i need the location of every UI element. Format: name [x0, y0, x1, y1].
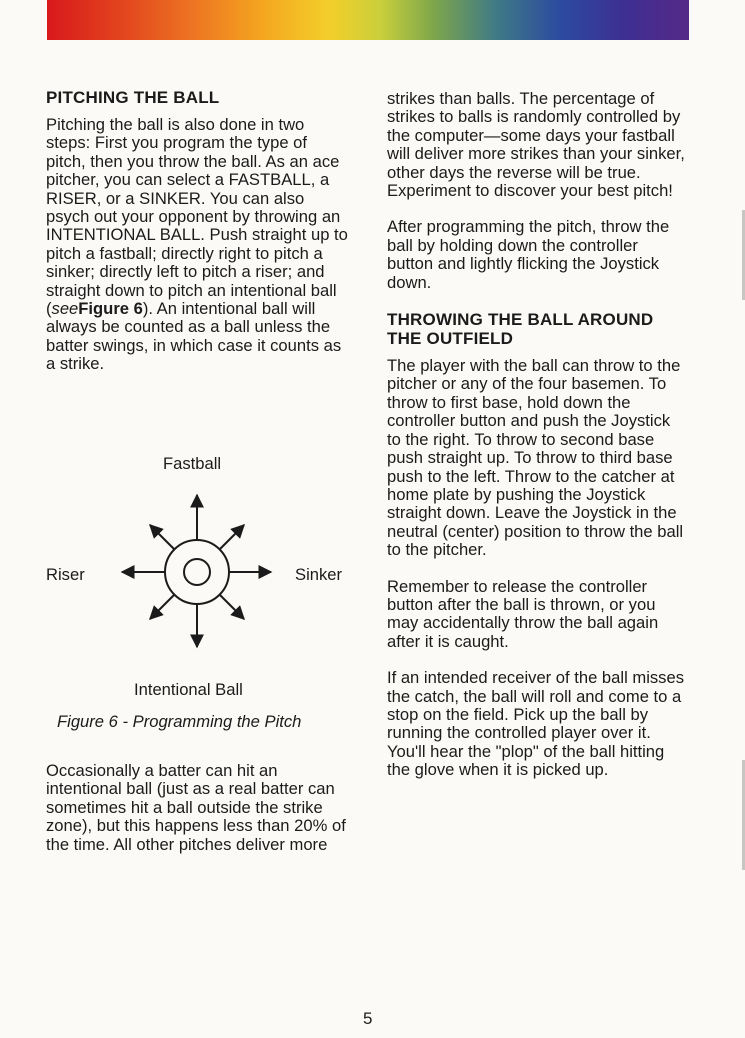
label-fastball: Fastball [163, 454, 222, 473]
heading-throwing: THROWING THE BALL AROUND THE OUTFIELD [387, 310, 654, 349]
figure-caption: Figure 6 - Programming the Pitch [57, 712, 302, 731]
right-column [387, 90, 687, 780]
programming-paragraph: After programming the pitch, throw the ball by holding down the controller button and lightly flicking the Joystick down. [387, 217, 670, 292]
label-intentional-ball: Intentional Ball [134, 680, 243, 699]
page-number: 5 [363, 1009, 373, 1028]
joystick-inner-ring [184, 559, 210, 585]
throwing-paragraph: The player with the ball can throw to the pitcher or any of the four basemen. To throw to first base, hold down the controller button and push the Joystick to the right. To throw to second base push straight up. To throw to third base push to the left. Throw to the catcher at home plate by pushing the Joystick straight down. Leave the Joystick in the neutral (center) position to throw the ball to the pitcher. [387, 356, 684, 560]
arrow-down-right [220, 595, 244, 619]
see-text: see [51, 299, 79, 319]
receiver-paragraph: If an intended receiver of the ball misses the catch, the ball will roll and come to a stop on the field. Pick up the ball by running the controlled player over it. You'll hear the "plop" of the ball hitting the glove when it is picked up. [387, 668, 685, 780]
pitching-text: Pitching the ball is also done in two steps: First you program the type of pitch, then you throw the ball. As an ace pitcher, you can select a FASTBALL, a RISER, or a SINKER. You can also psych out your opponent by throwing an INTENTIONAL BALL. Push straight up to pitch a fastball; directly right to pitch a sinker; directly left to pitch a riser; and straight down to pitch an intentional ball ( [46, 115, 348, 319]
arrow-up-left [150, 525, 174, 549]
strikes-paragraph: strikes than balls. The percentage of strikes to balls is randomly controlled by the computer—some days your fastball will deliver more strikes than your sinker, other days the reverse will be true. Experiment to discover your best pitch! [387, 89, 685, 201]
arrow-up-right [220, 525, 244, 549]
joystick-outer-ring [165, 540, 229, 604]
arrow-down-left [150, 595, 174, 619]
figure-ref: Figure 6 [78, 299, 143, 319]
label-riser: Riser [46, 565, 85, 584]
label-sinker: Sinker [295, 565, 343, 584]
heading-pitching: PITCHING THE BALL [46, 88, 220, 107]
remember-paragraph: Remember to release the controller button after the ball is thrown, or you may accidentally throw the ball again after it is caught. [387, 576, 659, 651]
occasionally-paragraph: Occasionally a batter can hit an intentional ball (just as a real batter can sometimes hit a ball outside the strike zone), but this happens less than 20% of the time. All other pitches deliver more [46, 761, 346, 854]
pitching-text-rest: ). An intentional ball will always be counted as a ball unless the batter swings, in which case it counts as a strike. [46, 299, 342, 374]
